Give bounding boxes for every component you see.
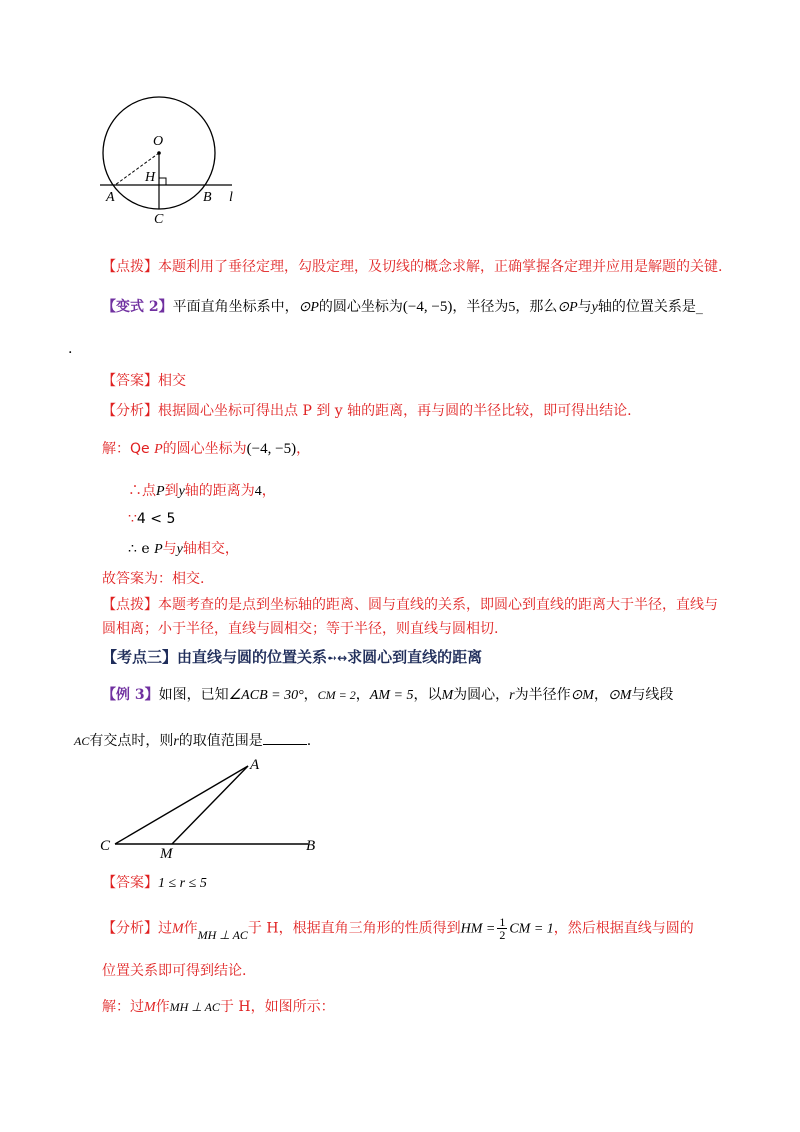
m-var: M: [172, 921, 184, 937]
q-text: 轴的位置关系是_: [597, 299, 703, 315]
segment-ma: [172, 766, 248, 844]
solution-2-final: 故答案为：相交.: [102, 571, 205, 587]
label-m: M: [160, 846, 173, 862]
heading-title: 【考点三】由直线与圆的位置关系: [102, 648, 328, 666]
q-text: .: [306, 733, 312, 749]
therefore-point: ∴点: [128, 483, 156, 499]
q-text: ，半径为: [452, 299, 509, 315]
hm-eq: HM =: [460, 921, 496, 937]
fraction-denominator: 2: [499, 928, 506, 942]
q-text: 平面直角坐标系中，: [172, 299, 299, 315]
circle-p: ⊙P: [298, 300, 319, 315]
m-var: M: [144, 1000, 156, 1015]
analysis-text: ，然后根据直线与圆的: [553, 920, 694, 937]
analysis-3-line-2: 位置关系即可得到结论.: [102, 963, 247, 979]
variant-tag: 【变式 2】: [102, 299, 173, 315]
tip-paragraph-1: [102, 258, 722, 276]
answer-range: 1 ≤ r ≤ 5: [158, 876, 207, 891]
answer-3: [102, 874, 207, 893]
solution-text: 的圆心坐标为: [162, 441, 247, 457]
p-var: P: [154, 442, 163, 457]
angle-acb: ∠ACB = 30°: [228, 688, 304, 703]
heading-title-2: 求圆心到直线的距离: [347, 648, 483, 666]
y-var: y: [591, 300, 598, 315]
triangle-figure: [100, 755, 330, 865]
analysis-text: 于 H，根据直角三角形的性质得到: [247, 920, 461, 937]
center-coord: (−4, −5): [246, 441, 297, 457]
arrow-icon: ➻↔: [327, 651, 348, 665]
label-b: B: [306, 838, 316, 854]
m-var: M: [441, 688, 454, 703]
circle-m: ⊙M: [607, 688, 632, 703]
answer-tag: 【答案】: [102, 875, 158, 891]
analysis-2: [102, 402, 632, 420]
solution-2-line-2: [128, 482, 276, 501]
q-text: ，以: [413, 687, 442, 703]
q-text: ，: [593, 687, 608, 703]
example-tag: 【例 3】: [102, 687, 159, 703]
r-var: r: [173, 734, 179, 749]
tip-tag: 【点拨】: [102, 259, 158, 275]
example-3-line-1: [102, 686, 673, 705]
variant-2-question: [102, 298, 703, 317]
solution-text: 轴相交，: [182, 541, 239, 557]
distance-value: 4: [254, 484, 262, 499]
y-var: y: [176, 542, 183, 557]
q-text: ，那么: [515, 299, 558, 315]
analysis-text: 根据圆心坐标可得出点 P 到 y 轴的距离，再与圆的半径比较，即可得出结论.: [158, 403, 632, 419]
label-a: A: [106, 190, 115, 205]
solution-2-line-1: [102, 440, 310, 459]
circle-p: ⊙P: [557, 300, 578, 315]
solution-text: 于 H，如图所示：: [219, 999, 335, 1015]
mh-perp-ac: MH ⊥ AC: [197, 927, 248, 942]
q-text: ，: [355, 687, 370, 703]
label-a: A: [250, 757, 260, 773]
solution-text: 到: [164, 483, 179, 499]
mh-perp-ac: MH ⊥ AC: [169, 1000, 220, 1014]
answer-text: 相交: [158, 373, 186, 389]
analysis-tag: 【分析】: [102, 920, 158, 937]
tip-text: 本题利用了垂径定理，勾股定理，及切线的概念求解，正确掌握各定理并应用是解题的关键.: [158, 259, 723, 275]
trailing-dot: .: [68, 341, 73, 357]
p-var: P: [154, 542, 163, 557]
label-l: l: [229, 190, 233, 205]
radius-value: 5: [508, 300, 516, 315]
ac-var: AC: [74, 734, 90, 748]
circle-m: ⊙M: [570, 688, 594, 703]
q-text: 的圆心坐标为: [318, 299, 403, 315]
analysis-text: 作: [183, 920, 198, 937]
r-var: r: [509, 688, 515, 703]
section-heading-3: [102, 647, 482, 668]
answer-tag: 【答案】: [102, 373, 158, 389]
center-coord: (−4, −5): [402, 299, 453, 315]
one-half-fraction: [497, 916, 507, 941]
tip-tag: 【点拨】: [102, 597, 158, 613]
am-value: AM = 5: [369, 688, 414, 703]
solution-2-line-3: [128, 510, 175, 528]
because-symbol: ∵: [128, 511, 137, 527]
y-var: y: [178, 484, 185, 499]
cm-value: CM = 2: [317, 688, 356, 702]
solution-text: 与: [162, 541, 177, 557]
fraction-numerator: 1: [499, 915, 506, 929]
tip-paragraph-2-line-1: [102, 596, 718, 614]
analysis-text: 过: [158, 920, 172, 937]
label-b: B: [203, 190, 212, 205]
right-angle-mark: [159, 178, 166, 185]
q-text: 与: [577, 299, 592, 315]
solution-text: 解：过: [102, 999, 144, 1015]
tip-text: 本题考查的是点到坐标轴的距离、圆与直线的关系，即圆心到直线的距离大于半径，直线与: [158, 597, 718, 613]
label-o: O: [153, 134, 164, 149]
q-text: 为圆心，: [453, 687, 510, 703]
analysis-3-line-1: [102, 916, 694, 941]
solution-3: [102, 998, 335, 1017]
circle-chord-figure: [95, 95, 240, 235]
solution-text: 轴的距离为: [184, 483, 255, 499]
point-o: [157, 151, 161, 155]
segment-ca: [115, 766, 248, 844]
answer-2: [102, 372, 186, 390]
cm-eq: CM = 1: [509, 921, 554, 937]
because-glyph: Qe: [130, 441, 150, 457]
solution-2-line-4: [128, 540, 239, 559]
example-3-line-2: [74, 732, 311, 751]
therefore-circle: ∴ e: [128, 541, 150, 557]
label-c: C: [100, 838, 111, 854]
q-text: 有交点时，则: [89, 733, 174, 749]
q-text: 与线段: [631, 687, 674, 703]
p-var: P: [156, 484, 165, 499]
solution-text: 作: [155, 999, 170, 1015]
q-text: 如图，已知: [158, 687, 229, 703]
q-text: 为半径作: [514, 687, 571, 703]
tip-paragraph-2-line-2: 圆相离；小于半径，直线与圆相交；等于半径，则直线与圆相切.: [102, 621, 499, 637]
label-h: H: [145, 170, 156, 185]
solution-lead: 解：: [102, 441, 130, 457]
q-text: ，: [303, 687, 318, 703]
answer-blank: [263, 732, 307, 745]
inequality: 4 < 5: [136, 511, 176, 527]
solution-text: ，: [261, 483, 276, 499]
label-c: C: [154, 212, 164, 227]
q-text: 的取值范围是: [178, 733, 263, 749]
solution-text: ，: [296, 441, 311, 457]
analysis-tag: 【分析】: [102, 403, 158, 419]
